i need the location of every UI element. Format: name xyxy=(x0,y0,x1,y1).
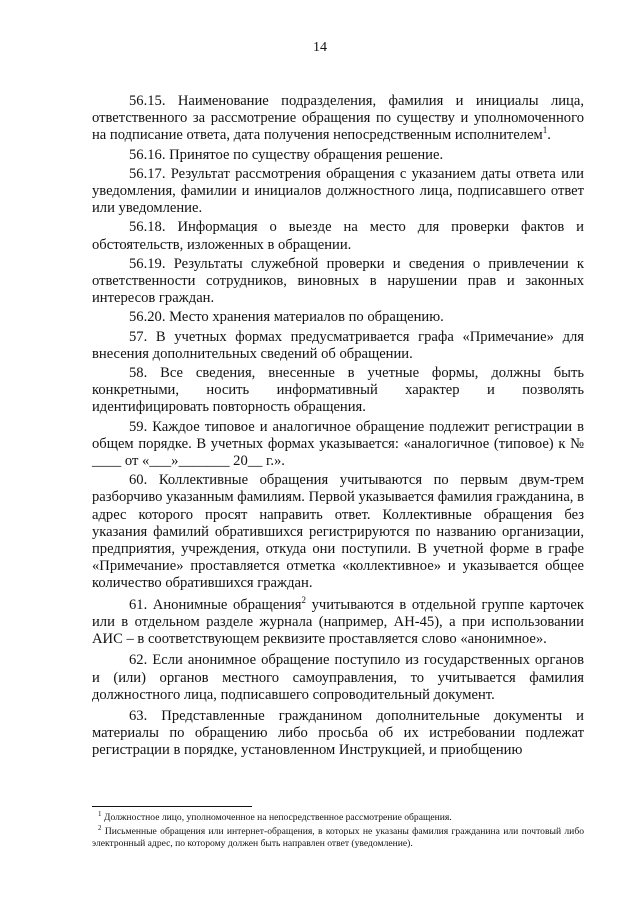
paragraph-text: 61. Анонимные обращения xyxy=(129,596,302,613)
footnote-separator xyxy=(92,806,252,807)
paragraph-61 xyxy=(92,594,584,649)
footnote-text: Должностное лицо, уполномоченное на непосредственное рассмотрение обращения. xyxy=(101,812,452,823)
footnote-mark-1: 1 xyxy=(98,809,102,818)
paragraph-62: 62. Если анонимное обращение поступило из государственных органов и (или) органов местного самоуправления, то учитывается фамилия должностного лица, подписавшего сопроводительный документ. xyxy=(92,652,584,703)
paragraph-56-16: 56.16. Принятое по существу обращения решение. xyxy=(129,146,444,163)
paragraph-57: 57. В учетных формах предусматривается графа «Примечание» для внесения дополнительных сведений об обращении. xyxy=(92,328,584,362)
paragraph-56-15 xyxy=(92,93,584,145)
body-text xyxy=(92,93,584,762)
paragraph-60: 60. Коллективные обращения учитываются по первым двум-трем разборчиво указанным фамилиям. Первой указывается фамилия гражданина, в адрес которого просят направить ответ. Коллективные обращения без указания фамилий обратившихся регистрируются по названию организации, предприятия, учреждения, откуда они поступили. В учетной форме в графе «Примечание» проставляется отметка «коллективное» и указывается общее количество обратившихся граждан. xyxy=(92,472,584,592)
paragraph-56-18: 56.18. Информация о выезде на место для проверки фактов и обстоятельств, изложенных в обращении. xyxy=(92,219,584,253)
footnote-text: Письменные обращения или интернет-обращения, в которых не указаны фамилия гражданина или почтовый либо электронный адрес, по которому должен быть направлен ответ (уведомление). xyxy=(92,826,584,849)
footnote-2 xyxy=(92,823,584,850)
paragraph-56-17: 56.17. Результат рассмотрения обращения с указанием даты ответа или уведомления, фамилии и инициалов должностного лица, подписавшего ответ или уведомление. xyxy=(92,165,584,217)
paragraph-text-end: учитываются в отдельной группе карточек или в отдельном разделе журнала (например, АН-45), а при использовании АИС – в соответствующем реквизите проставляется слово «анонимное». xyxy=(92,596,584,648)
paragraph-text: 56.15. Наименование подразделения, фамилия и инициалы лица, ответственного за рассмотрение обращения по существу и уполномоченного на подписание ответа, дата получения непосредственным исполнителем xyxy=(92,93,584,144)
paragraph-63: 63. Представленные гражданином дополнительные документы и материалы по обращению либо просьба об их истребовании подлежат регистрации в порядке, установленном Инструкцией, и приобщению xyxy=(92,707,584,759)
page-number: 14 xyxy=(313,40,327,55)
footnote-ref-2: 2 xyxy=(301,594,307,605)
footnote-mark-2: 2 xyxy=(98,823,102,832)
paragraph-59: 59. Каждое типовое и аналогичное обращение подлежит регистрации в общем порядке. В учетных формах указывается: «аналогичное (типовое) к № ____ от «___»_______ 20__ г.». xyxy=(92,418,584,470)
footnote-1 xyxy=(92,809,584,824)
paragraph-56-19: 56.19. Результаты служебной проверки и сведения о привлечении к ответственности сотрудников, виновных в нарушении прав и законных интересов граждан. xyxy=(92,255,584,307)
paragraph-56-20: 56.20. Место хранения материалов по обращению. xyxy=(129,309,444,326)
paragraph-text-end: . xyxy=(547,127,551,144)
paragraph-58: 58. Все сведения, внесенные в учетные формы, должны быть конкретными, носить информативный характер и позволять идентифицировать повторность обращения. xyxy=(92,365,584,416)
footnote-ref-1: 1 xyxy=(542,125,548,136)
footnotes xyxy=(92,809,584,852)
